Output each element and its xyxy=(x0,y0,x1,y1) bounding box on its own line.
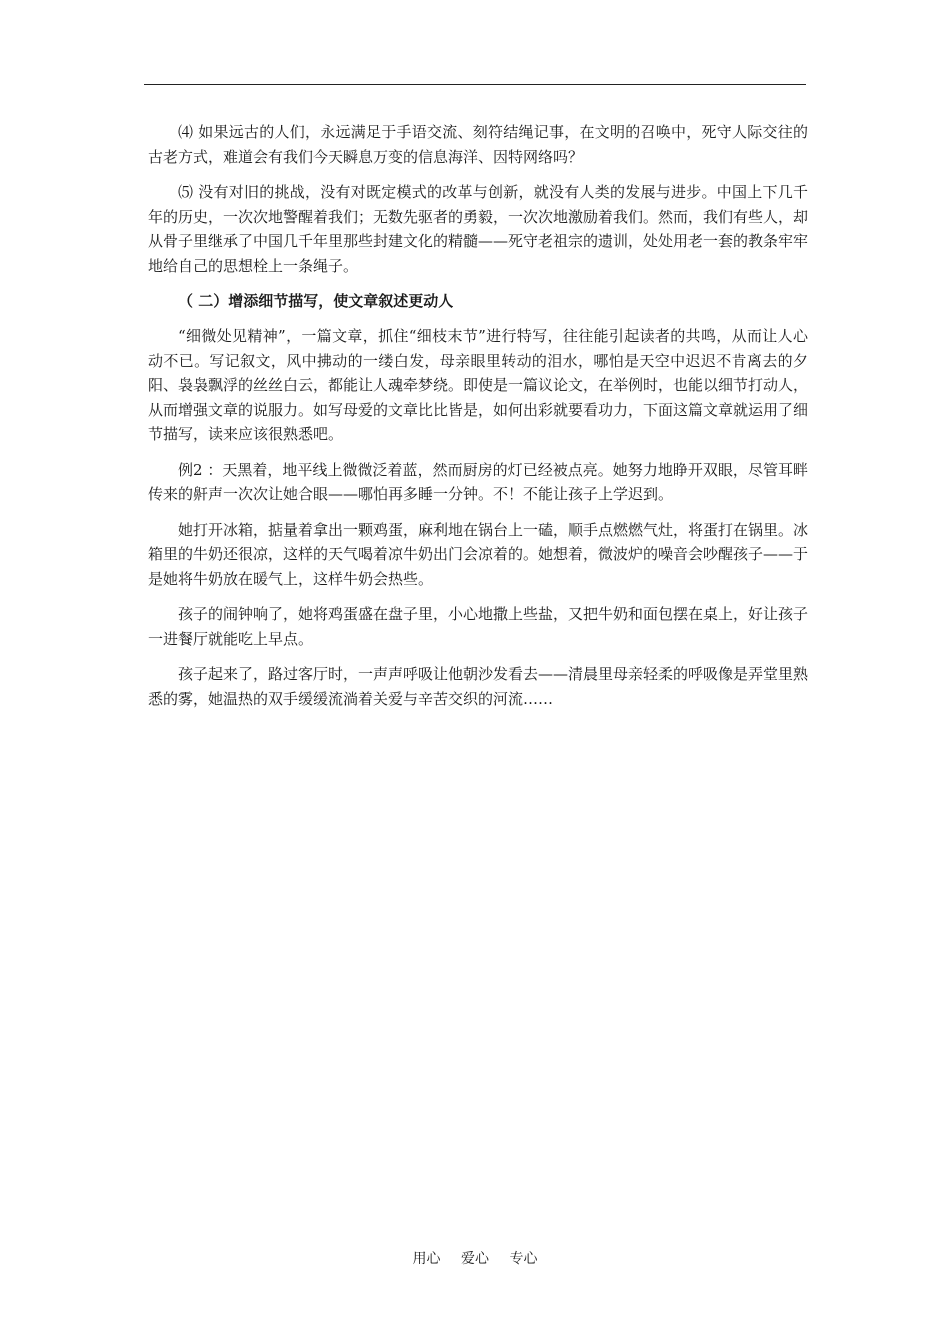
paragraph-6: “细微处见精神”，一篇文章，抓住“细枝末节”进行特写，往往能引起读者的共鸣，从而让人心动不已。写记叙文，风中拂动的一缕白发，母亲眼里转动的泪水，哪怕是天空中迟迟不肯离去的夕阳、袅袅飘浮的丝丝白云，都能让人魂牵梦绕。即使是一篇议论文，在举例时，也能以细节打动人，从而增强文章的说服力。如写母爱的文章比比皆是，如何出彩就要看功力，下面这篇文章就运用了细节描写，读来应该很熟悉吧。 xyxy=(148,327,809,443)
header-rule xyxy=(144,84,806,85)
footer-word-2: 爱心 xyxy=(461,1251,489,1267)
paragraph-4: ⑷ 如果远古的人们，永远满足于手语交流、刻符结绳记事，在文明的召唤中，死守人际交往的古老方式，难道会有我们今天瞬息万变的信息海洋、因特网络吗？ xyxy=(148,123,808,166)
section-heading: （ 二）增添细节描写，使文章叙述更动人 xyxy=(178,292,454,310)
footer-word-3: 专心 xyxy=(509,1251,538,1267)
page-footer xyxy=(0,1248,950,1268)
paragraph-5: ⑸ 没有对旧的挑战，没有对既定模式的改革与创新，就没有人类的发展与进步。中国上下几千年的历史，一次次地警醒着我们；无数先驱者的勇毅，一次次地激励着我们。然而，我们有些人，却从骨子里继承了中国几千年里那些封建文化的精髓——死守老祖宗的遗训，处处用老一套的教条牢牢地给自己的思想栓上一条绳子。 xyxy=(148,183,809,275)
paragraph-9: 孩子的闹钟响了，她将鸡蛋盛在盘子里，小心地撒上些盐，又把牛奶和面包摆在桌上，好让孩子一进餐厅就能吃上早点。 xyxy=(148,605,809,648)
paragraph-8: 她打开冰箱，掂量着拿出一颗鸡蛋，麻利地在锅台上一磕，顺手点燃燃气灶，将蛋打在锅里。冰箱里的牛奶还很凉，这样的天气喝着凉牛奶出门会凉着的。她想着，微波炉的噪音会吵醒孩子——于是她将牛奶放在暖气上，这样牛奶会热些。 xyxy=(148,520,809,588)
footer-word-1: 用心 xyxy=(412,1251,441,1267)
paragraph-example-2: 例2 ：天黑着，地平线上微微泛着蓝，然而厨房的灯已经被点亮。她努力地睁开双眼，尽管耳畔传来的鼾声一次次让她合眼——哪怕再多睡一分钟。不！不能让孩子上学迟到。 xyxy=(148,460,808,503)
page-body xyxy=(148,120,808,711)
paragraph-10: 孩子起来了，路过客厅时，一声声呼吸让他朝沙发看去——清晨里母亲轻柔的呼吸像是弄堂里熟悉的雾，她温热的双手缓缓流淌着关爱与辛苦交织的河流…… xyxy=(148,665,809,708)
